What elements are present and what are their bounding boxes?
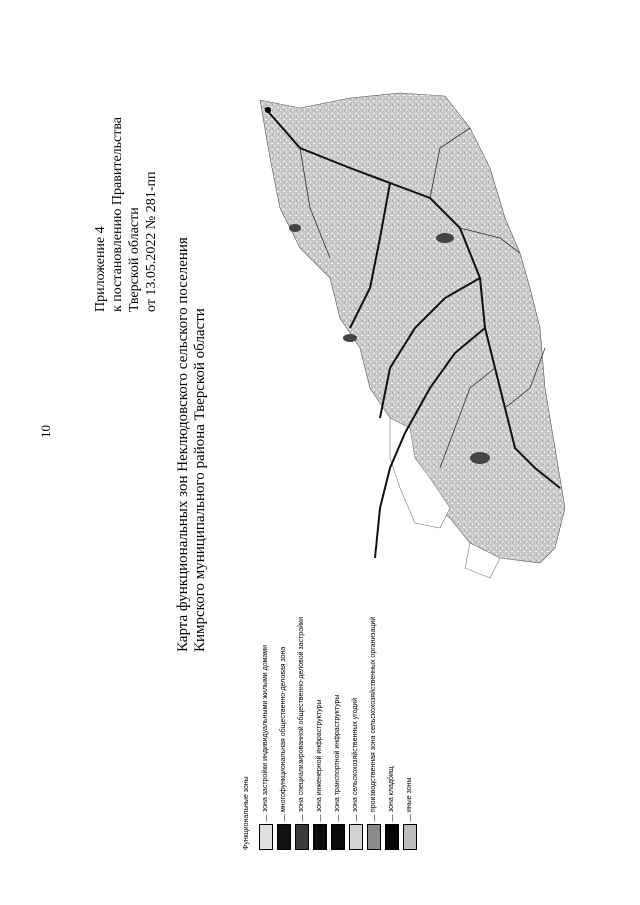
legend-label: многофункциональная общественно-деловая зона (280, 646, 287, 812)
appendix-line-4: от 13.05.2022 № 281-пп (144, 171, 159, 312)
page-number: 10 (38, 425, 53, 438)
legend-item (366, 550, 382, 850)
legend (240, 550, 420, 850)
legend-dash: — (298, 814, 306, 822)
legend-item (384, 550, 400, 850)
legend-label: зона транспортной инфраструктуры (334, 694, 341, 812)
map-title-line-1: Карта функциональных зон Неклюдовского сельского поселения (175, 237, 191, 652)
legend-swatch (259, 824, 273, 850)
legend-swatch (295, 824, 309, 850)
legend-swatch (313, 824, 327, 850)
legend-label: зона кладбищ (388, 766, 395, 812)
map-title-line-2: Кимрского муниципального района Тверской области (192, 308, 208, 652)
legend-label: производственная зона сельскохозяйственных организаций (370, 616, 377, 812)
legend-swatch (403, 824, 417, 850)
legend-swatch (385, 824, 399, 850)
legend-swatch (277, 824, 291, 850)
legend-dash: — (334, 814, 342, 822)
map-title (175, 237, 209, 652)
legend-dash: — (262, 814, 270, 822)
legend-label: зона инженерной инфраструктуры (316, 699, 323, 812)
legend-swatch (331, 824, 345, 850)
legend-item (276, 550, 292, 850)
legend-item (258, 550, 274, 850)
legend-label: зона сельскохозяйственных угодий (352, 697, 359, 812)
legend-dash: — (352, 814, 360, 822)
legend-item (402, 550, 418, 850)
appendix-line-1: Приложение 4 (93, 226, 108, 312)
appendix-line-3: Тверской области (127, 207, 142, 312)
legend-dash: — (280, 814, 288, 822)
appendix-block (92, 117, 160, 312)
legend-item (330, 550, 346, 850)
legend-swatch (349, 824, 363, 850)
legend-title: Функциональные зоны (243, 776, 250, 850)
legend-dash: — (370, 814, 378, 822)
legend-dash: — (406, 814, 414, 822)
legend-dash: — (388, 814, 396, 822)
legend-label: зона застройки индивидуальными жилыми домами (262, 644, 269, 812)
settlement-marker (265, 107, 271, 113)
settlement-map (240, 88, 585, 588)
legend-dash: — (316, 814, 324, 822)
legend-item (294, 550, 310, 850)
legend-label: зона специализированной общественно-деловой застройки (298, 617, 305, 812)
legend-swatch (367, 824, 381, 850)
legend-item (312, 550, 328, 850)
appendix-line-2: к постановлению Правительства (110, 116, 125, 312)
legend-item (348, 550, 364, 850)
legend-label: иные зоны (406, 777, 413, 812)
